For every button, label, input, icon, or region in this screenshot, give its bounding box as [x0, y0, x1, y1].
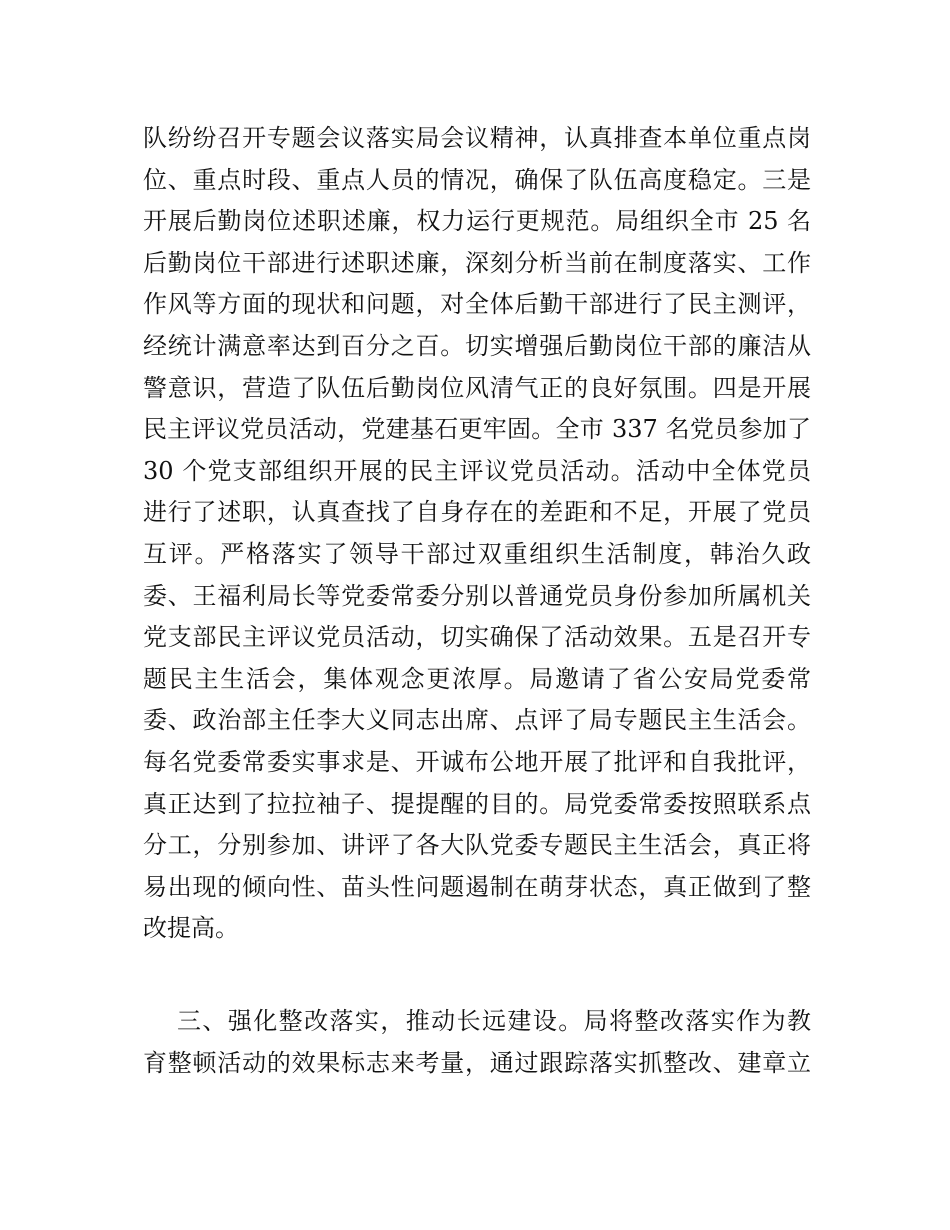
text-line: 作风等方面的现状和问题，对全体后勤干部进行了民主测评， [143, 290, 811, 319]
body-paragraph-2 [143, 1001, 811, 1084]
text-line: 改提高。 [143, 914, 239, 943]
text-line: 党支部民主评议党员活动，切实确保了活动效果。五是召开专 [143, 623, 811, 652]
text-line: 易出现的倾向性、苗头性问题遏制在萌芽状态，真正做到了整 [143, 872, 811, 901]
text-line: 民主评议党员活动，党建基石更牢固。全市 337 名党员参加了 [143, 415, 811, 444]
text-line: 真正达到了拉拉袖子、提提醒的目的。局党委常委按照联系点 [143, 789, 811, 818]
text-line: 互评。严格落实了领导干部过双重组织生活制度，韩治久政 [143, 539, 811, 568]
text-line: 后勤岗位干部进行述职述廉，深刻分析当前在制度落实、工作 [143, 248, 811, 277]
text-line: 位、重点时段、重点人员的情况，确保了队伍高度稳定。三是 [143, 165, 811, 194]
text-line: 育整顿活动的效果标志来考量，通过跟踪落实抓整改、建章立 [143, 1048, 811, 1077]
text-line: 进行了述职，认真查找了自身存在的差距和不足，开展了党员 [143, 498, 811, 527]
text-line: 开展后勤岗位述职述廉，权力运行更规范。局组织全市 25 名 [143, 207, 811, 236]
text-line: 委、政治部主任李大义同志出席、点评了局专题民主生活会。 [143, 706, 811, 735]
text-line: 30 个党支部组织开展的民主评议党员活动。活动中全体党员 [143, 456, 811, 485]
text-line: 委、王福利局长等党委常委分别以普通党员身份参加所属机关 [143, 581, 811, 610]
text-line: 经统计满意率达到百分之百。切实增强后勤岗位干部的廉洁从 [143, 331, 811, 360]
text-line: 警意识，营造了队伍后勤岗位风清气正的良好氛围。四是开展 [143, 373, 811, 402]
text-line: 题民主生活会，集体观念更浓厚。局邀请了省公安局党委常 [143, 664, 811, 693]
text-line: 分工，分别参加、讲评了各大队党委专题民主生活会，真正将 [143, 831, 811, 860]
section-heading-line: 三、强化整改落实，推动长远建设。局将整改落实作为教 [177, 1007, 811, 1035]
body-paragraph-1 [143, 118, 811, 950]
text-line: 队纷纷召开专题会议落实局会议精神，认真排查本单位重点岗 [143, 124, 811, 152]
text-line: 每名党委常委实事求是、开诚布公地开展了批评和自我批评， [143, 747, 811, 776]
